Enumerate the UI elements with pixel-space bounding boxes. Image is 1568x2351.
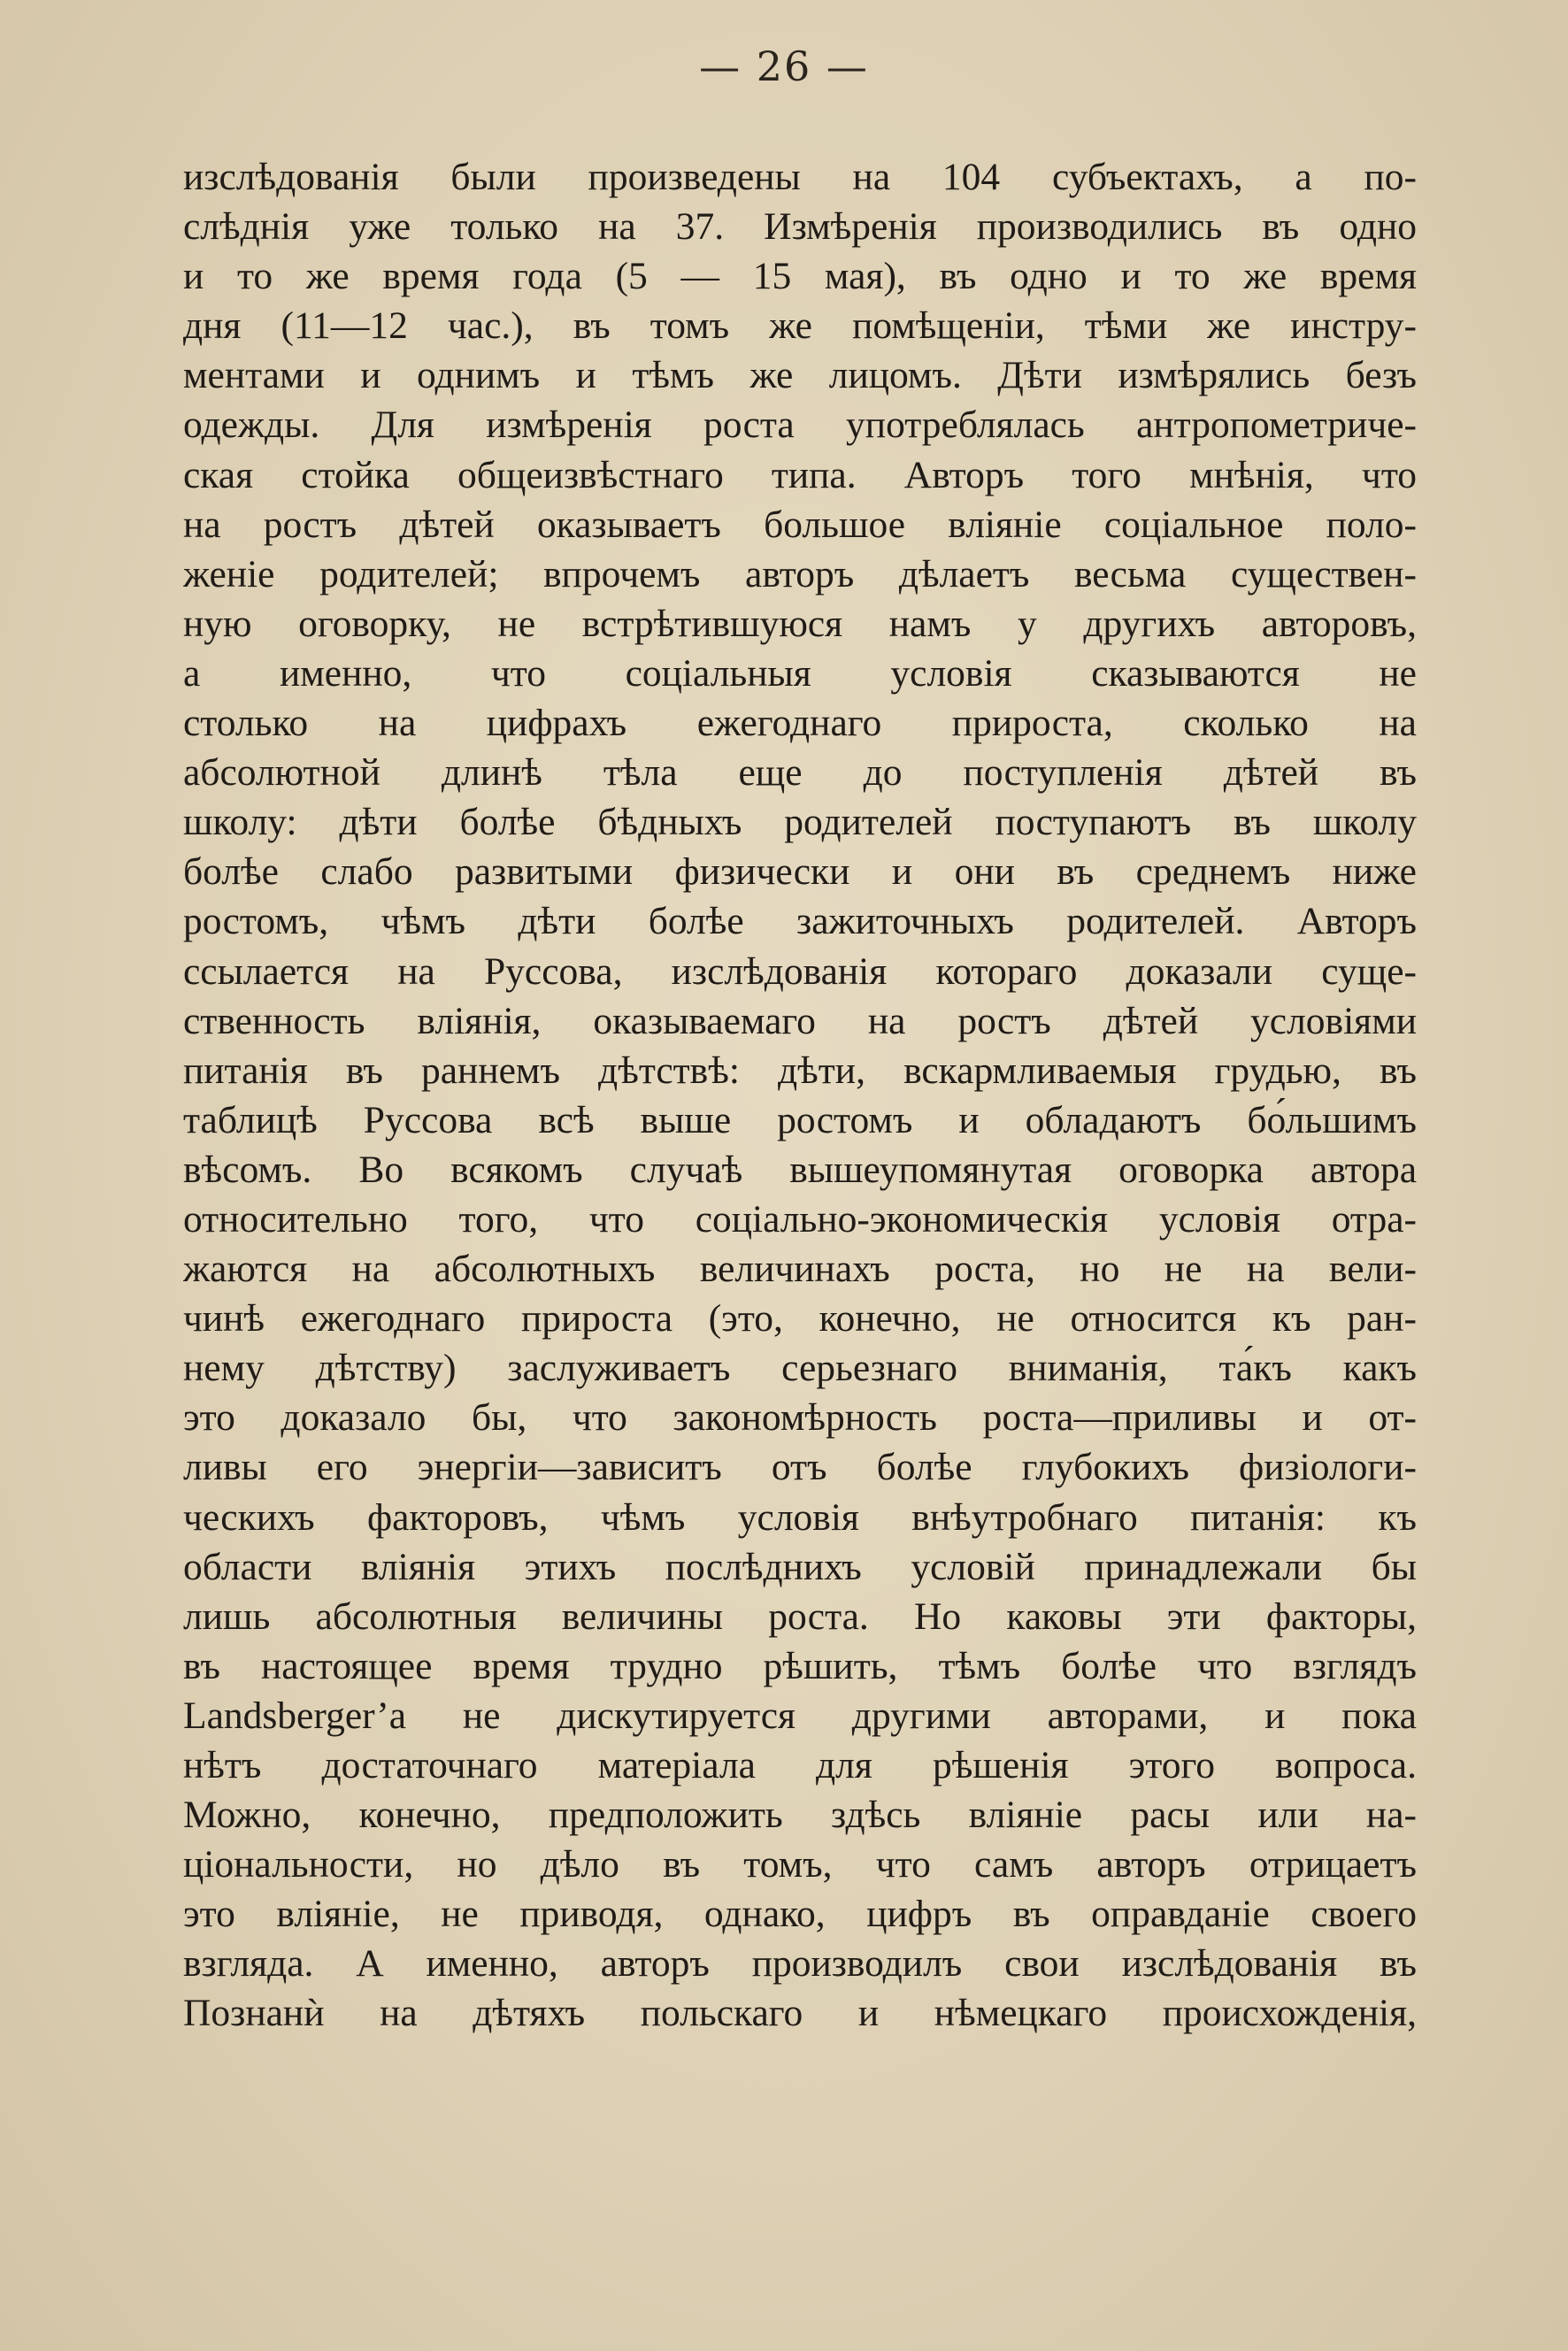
body-text (183, 152, 1417, 2039)
text-line: питанія въ раннемъ дѣтствѣ: дѣти, вскармливаемыя грудью, въ (183, 1049, 1417, 1092)
text-line: взгляда. А именно, авторъ производилъ свои изслѣдованія въ (183, 1942, 1417, 1986)
text-line: таблицѣ Руссова всѣ выше ростомъ и обладаютъ бо́льшимъ (183, 1098, 1417, 1141)
text-line: а именно, что соціальныя условія сказываются не (183, 651, 1417, 695)
text-line: нему дѣтству) заслуживаетъ серьезнаго вниманія, та́къ какъ (183, 1347, 1417, 1390)
text-line: одежды. Для измѣренія роста употреблялась антропометриче- (183, 403, 1417, 447)
text-line: ская стойка общеизвѣстнаго типа. Авторъ того мнѣнія, что (183, 453, 1417, 496)
text-line: относительно того, что соціально-экономическія условія отра- (183, 1197, 1417, 1241)
text-line: дня (11—12 час.), въ томъ же помѣщеніи, тѣми же инстру- (183, 304, 1417, 348)
text-line: школу: дѣти болѣе бѣдныхъ родителей поступаютъ въ школу (183, 801, 1417, 844)
text-line: ливы его энергіи—зависитъ отъ болѣе глубокихъ физіологи- (183, 1446, 1417, 1489)
text-line: ростомъ, чѣмъ дѣти болѣе зажиточныхъ родителей. Авторъ (183, 900, 1417, 943)
text-line: ментами и однимъ и тѣмъ же лицомъ. Дѣти измѣрялись безъ (183, 354, 1417, 397)
text-line: ціональности, но дѣло въ томъ, что самъ авторъ отрицаетъ (183, 1843, 1417, 1886)
text-line: женіе родителей; впрочемъ авторъ дѣлаетъ весьма существен- (183, 552, 1417, 595)
text-line: это вліяніе, не приводя, однако, цифръ въ оправданіе своего (183, 1893, 1417, 1936)
text-line: области вліянія этихъ послѣднихъ условій принадлежали бы (183, 1545, 1417, 1588)
text-line: слѣднія уже только на 37. Измѣренія производились въ одно (183, 205, 1417, 249)
text-line: изслѣдованія были произведены на 104 субъектахъ, а по- (183, 156, 1417, 198)
text-line: абсолютной длинѣ тѣла еще до поступленія дѣтей въ (183, 751, 1417, 795)
text-line: это доказало бы, что закономѣрность роста—приливы и от- (183, 1396, 1417, 1440)
text-line: нѣтъ достаточнаго матеріала для рѣшенія этого вопроса. (183, 1744, 1417, 1786)
text-line: ную оговорку, не встрѣтившуюся намъ у другихъ авторовъ, (183, 602, 1417, 645)
text-line: болѣе слабо развитыми физически и они въ среднемъ ниже (183, 850, 1417, 894)
text-line: чинѣ ежегоднаго прироста (это, конечно, не относится къ ран- (183, 1297, 1417, 1341)
text-line: Landsberger’а не дискутируется другими авторами, и пока (183, 1694, 1417, 1737)
text-line: ческихъ факторовъ, чѣмъ условія внѣутробнаго питанія: къ (183, 1495, 1417, 1539)
text-line: Можно, конечно, предположить здѣсь вліяніе расы или на- (183, 1794, 1417, 1837)
text-line: ссылается на Руссова, изслѣдованія котораго доказали суще- (183, 949, 1417, 993)
text-line: ственность вліянія, оказываемаго на ростъ дѣтей условіями (183, 999, 1417, 1042)
text-line: и то же время года (5 — 15 мая), въ одно и то же время (183, 255, 1417, 298)
text-line: Познанѝ на дѣтяхъ польскаго и нѣмецкаго происхожденія, (183, 1992, 1417, 2035)
text-line: въ настоящее время трудно рѣшить, тѣмъ болѣе что взглядъ (183, 1644, 1417, 1687)
text-line: вѣсомъ. Во всякомъ случаѣ вышеупомянутая оговорка автора (183, 1148, 1417, 1191)
text-line: лишь абсолютныя величины роста. Но каковы эти факторы, (183, 1594, 1417, 1638)
text-line: столько на цифрахъ ежегоднаго прироста, сколько на (183, 702, 1417, 745)
text-line: жаются на абсолютныхъ величинахъ роста, но не на вели- (183, 1248, 1417, 1291)
text-line: на ростъ дѣтей оказываетъ большое вліяніе соціальное поло- (183, 503, 1417, 546)
page-number: — 26 — (699, 42, 869, 90)
